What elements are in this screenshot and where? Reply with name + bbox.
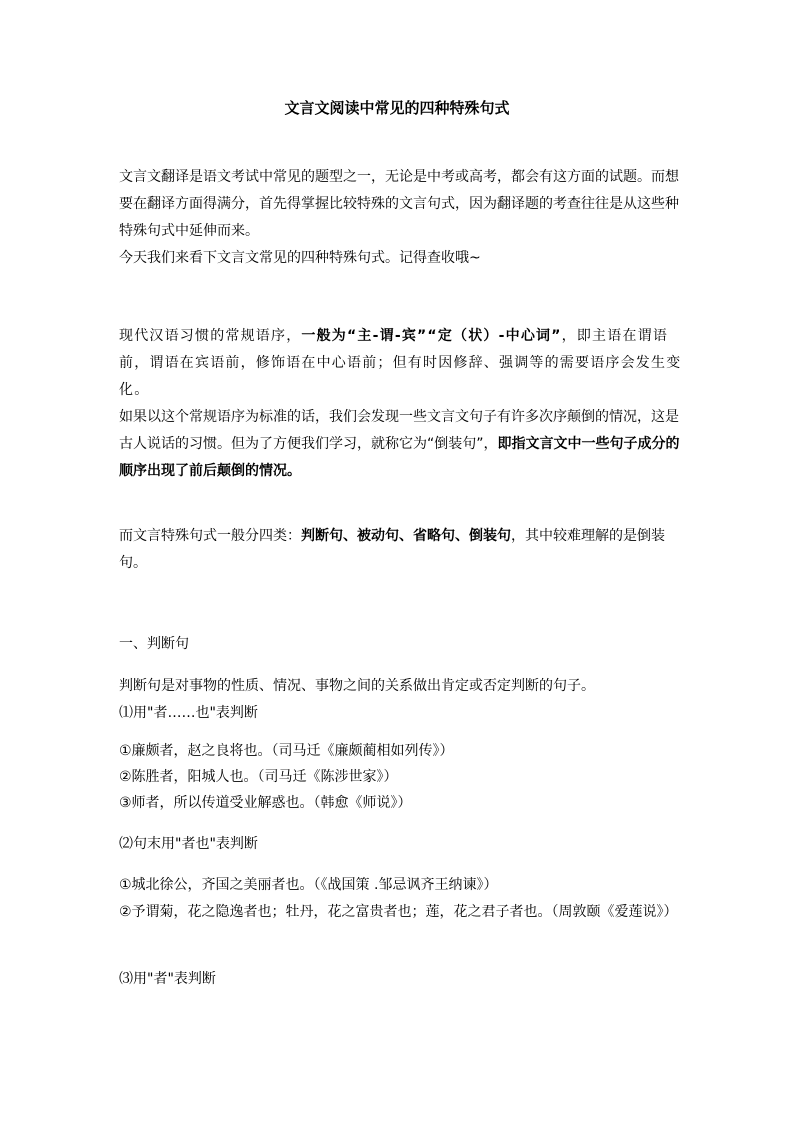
types-list: 判断句、被动句、省略句、倒装句 xyxy=(301,528,511,544)
subheading-3: ⑶用"者"表判断 xyxy=(119,971,216,987)
example-item: ①廉颇者，赵之良将也。（司马迁《廉颇蔺相如列传》） xyxy=(119,743,454,759)
word-order-intro: 现代汉语习惯的常规语序， xyxy=(119,328,302,344)
inversion-definition: 即指文言文中一些句子成分的顺序出现了前后颠倒的情况。 xyxy=(119,436,680,479)
section-heading-judgment: 一、判断句 xyxy=(119,636,189,652)
example-item: ①城北徐公，齐国之美丽者也。（《战国策 .邹忌讽齐王纳谏》） xyxy=(119,877,498,893)
intro-note: 今天我们来看下文言文常见的四种特殊句式。记得查收哦~ xyxy=(119,250,481,266)
word-order-rule: 一般为“主-谓-宾”“定（状）-中心词” xyxy=(301,328,562,344)
example-item: ③师者，所以传道受业解惑也。（韩愈《师说》） xyxy=(119,795,412,811)
word-order-explanation: ，即主语在谓语前，谓语在宾语前，修饰语在中心语前；但有时因修辞、强调等的需要语序会发生变化。 xyxy=(119,328,682,398)
example-item: ②陈胜者，阳城人也。（司马迁《陈涉世家》） xyxy=(119,769,398,785)
types-paragraph xyxy=(119,523,689,577)
judgment-definition: 判断句是对事物的性质、情况、事物之间的关系做出肯定或否定判断的句子。 xyxy=(119,678,595,694)
subheading-1: ⑴用"者……也"表判断 xyxy=(119,705,258,721)
word-order-text-1 xyxy=(119,323,689,404)
types-text xyxy=(119,523,689,577)
subheading-2: ⑵句末用"者也"表判断 xyxy=(119,836,258,852)
intro-paragraph xyxy=(119,164,689,272)
example-item: ②予谓菊，花之隐逸者也；牡丹，花之富贵者也；莲，花之君子者也。（周敦颐《爱莲说》） xyxy=(119,904,678,920)
types-intro: 而文言特殊句式一般分四类： xyxy=(119,528,301,544)
intro-text: 文言文翻译是语文考试中常见的题型之一，无论是中考或高考，都会有这方面的试题。而想要在翻译方面得满分，首先得掌握比较特殊的文言句式，因为翻译题的考查往往是从这些种特殊句式中延伸而来。 xyxy=(119,169,679,239)
document-title: 文言文阅读中常见的四种特殊句式 xyxy=(284,99,510,117)
word-order-paragraph xyxy=(119,323,689,485)
word-order-text-2 xyxy=(119,404,689,485)
inversion-intro: 如果以这个常规语序为标准的话，我们会发现一些文言文句子有许多次序颠倒的情况，这是古人说话的习惯。但为了方便我们学习，就称它为“倒装句”， xyxy=(119,409,679,452)
types-note: ，其中较难理解的是倒装句。 xyxy=(119,528,665,571)
